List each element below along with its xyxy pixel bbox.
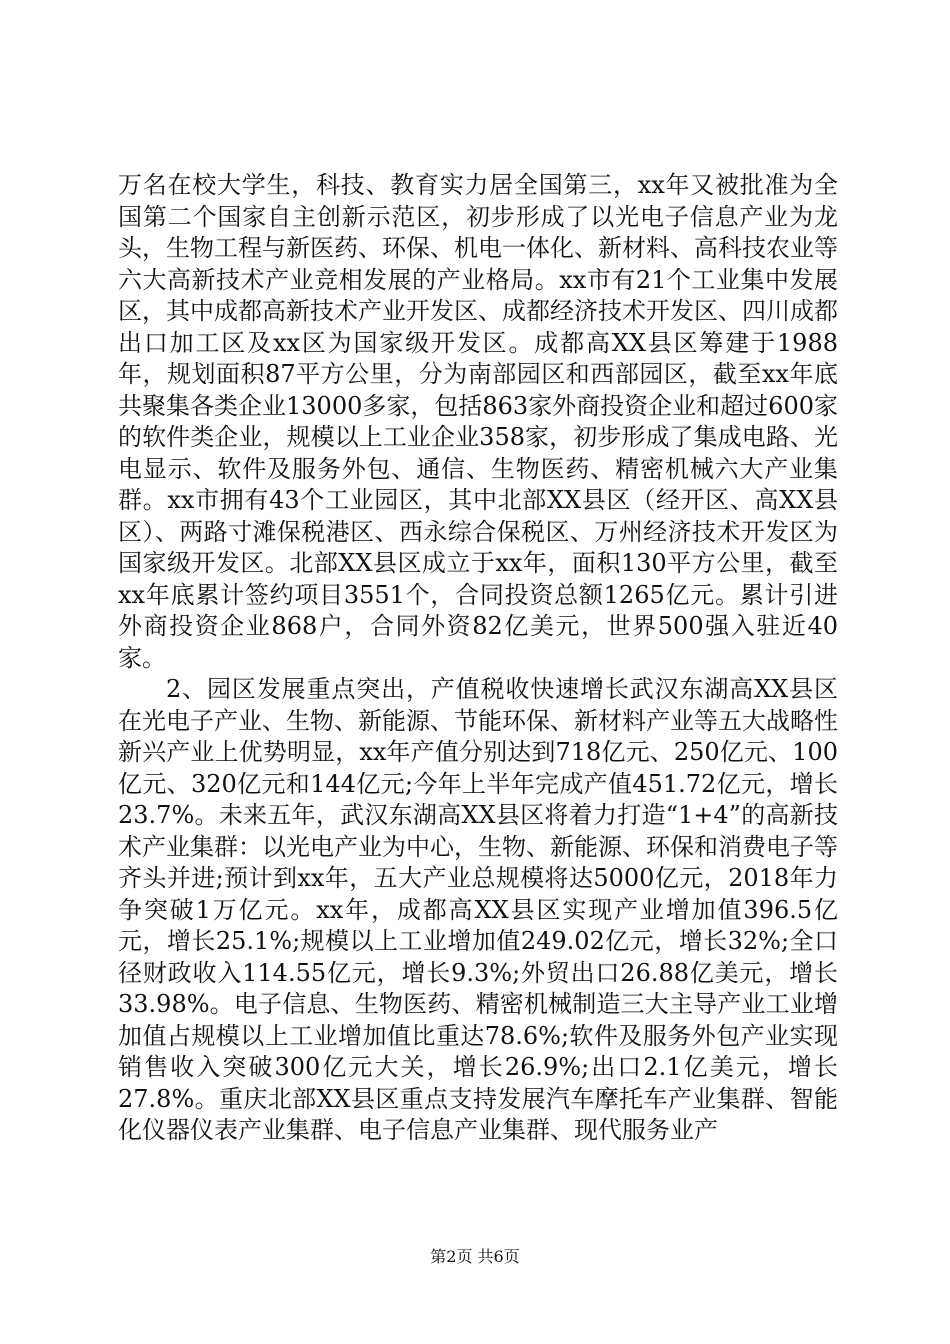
paragraph-2: 2、园区发展重点突出，产值税收快速增长武汉东湖高XX县区在光电子产业、生物、新能源、节能环保、新材料产业等五大战略性新兴产业上优势明显，xx年产值分别达到718亿元、250亿元、100亿元、320亿元和144亿元;今年上半年完成产值451.72亿元，增长23.7%。未来五年，武汉东湖高XX县区将着力打造“1+4”的高新技术产业集群：以光电产业为中心，生物、新能源、环保和消费电子等齐头并进;预计到xx年，五大产业总规模将达5000亿元，2018年力争突破1万亿元。xx年，成都高XX县区实现产业增加值396.5亿元，增长25.1%;规模以上工业增加值249.02亿元，增长32%;全口径财政收入114.55亿元，增长9.3%;外贸出口26.88亿美元，增长33.98%。电子信息、生物医药、精密机械制造三大主导产业工业增加值占规模以上工业增加值比重达78.6%;软件及服务外包产业实现销售收入突破300亿元大关，增长26.9%;出口2.1亿美元，增长27.8%。重庆北部XX县区重点支持发展汽车摩托车产业集群、智能化仪器仪表产业集群、电子信息产业集群、现代服务业产 [118,675,838,1144]
document-body [118,170,838,1147]
paragraph-1: 万名在校大学生，科技、教育实力居全国第三，xx年又被批准为全国第二个国家自主创新示范区，初步形成了以光电子信息产业为龙头，生物工程与新医药、环保、机电一体化、新材料、高科技农业等六大高新技术产业竞相发展的产业格局。xx市有21个工业集中发展区，其中成都高新技术产业开发区、成都经济技术开发区、四川成都出口加工区及xx区为国家级开发区。成都高XX县区筹建于1988年，规划面积87平方公里，分为南部园区和西部园区，截至xx年底共聚集各类企业13000多家，包括863家外商投资企业和超过600家的软件类企业，规模以上工业企业358家，初步形成了集成电路、光电显示、软件及服务外包、通信、生物医药、精密机械六大产业集群。xx市拥有43个工业园区，其中北部XX县区（经开区、高XX县区）、两路寸滩保税港区、西永综合保税区、万州经济技术开发区为国家级开发区。北部XX县区成立于xx年，面积130平方公里，截至xx年底累计签约项目3551个，合同投资总额1265亿元。累计引进外商投资企业868户，合同外资82亿美元，世界500强入驻近40家。 [118,171,838,672]
page-footer: 第2页 共6页 [430,1247,520,1266]
